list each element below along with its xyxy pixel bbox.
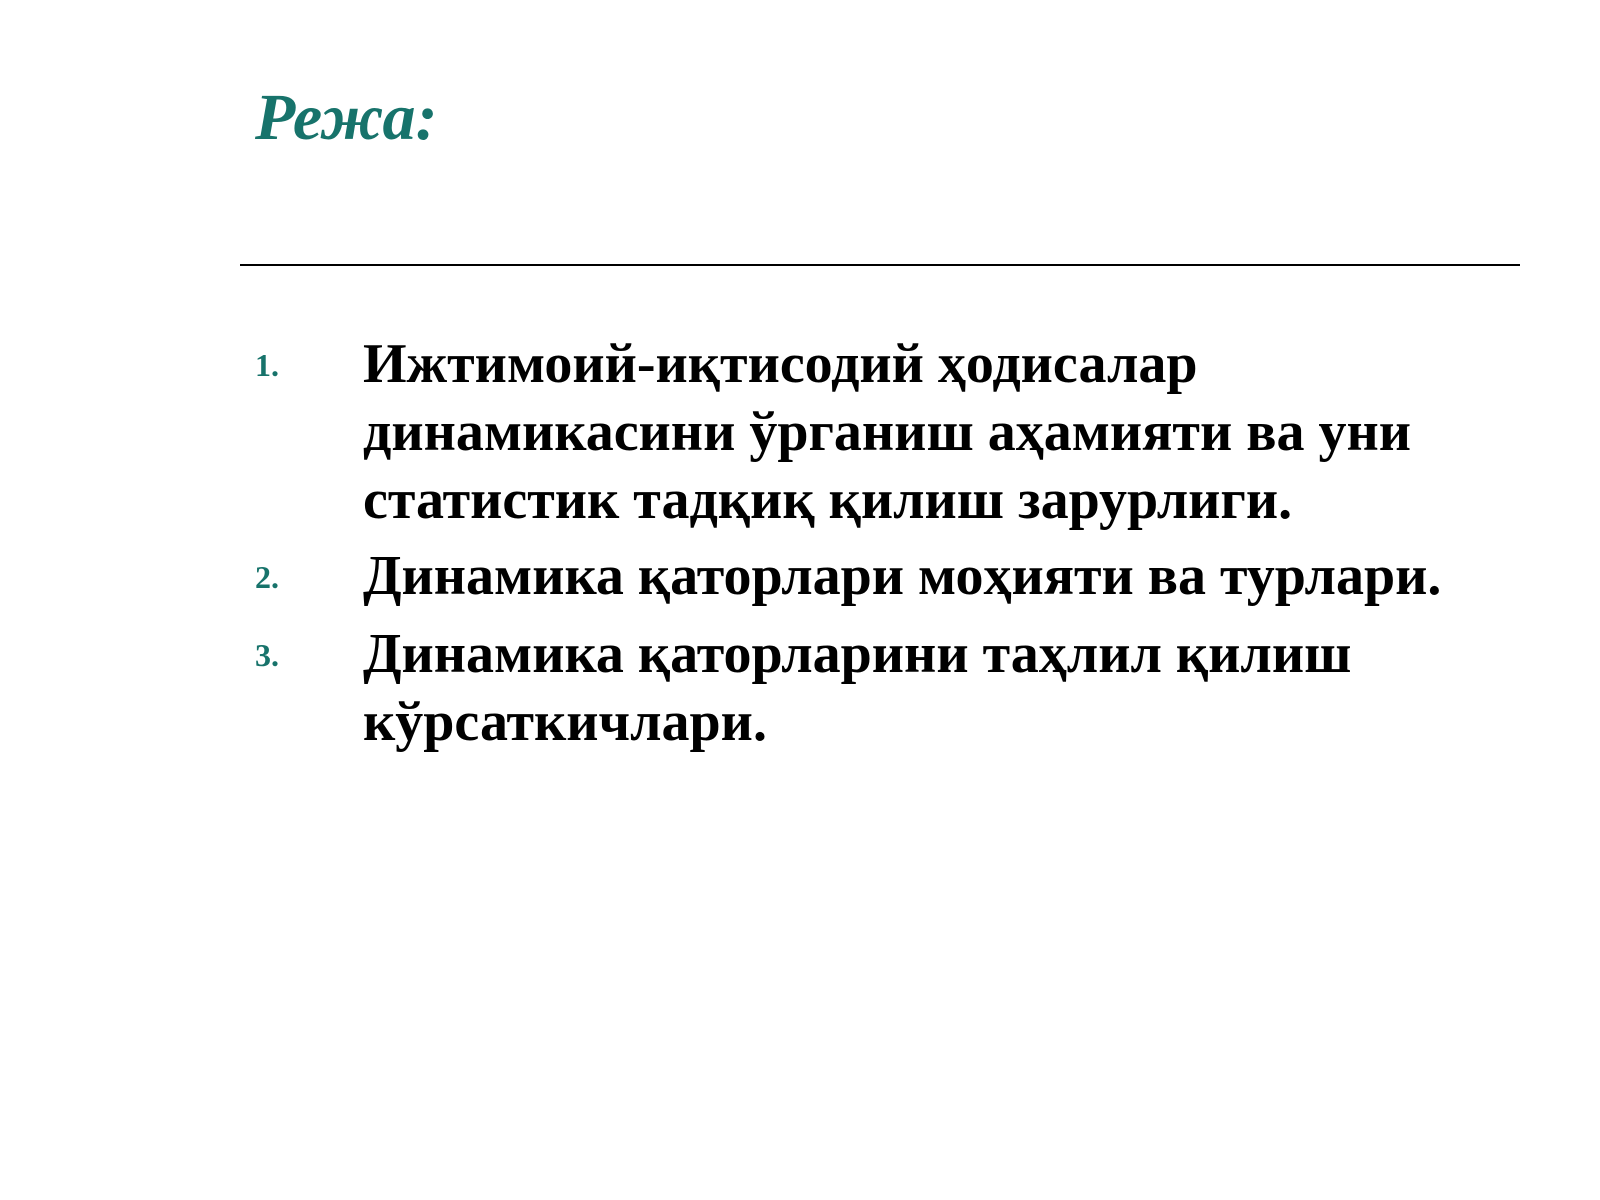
item-number: 3. [255,637,279,673]
item-number: 1. [255,347,279,383]
slide-title: Режа: [255,81,438,154]
plan-item-1 [255,330,1455,534]
item-number: 2. [255,559,279,595]
plan-item-3 [255,620,1455,756]
plan-item-2 [255,542,1455,612]
title-divider [240,264,1520,266]
item-text: Ижтимоий-иқтисодий ҳодисалар динамикасини ўрганиш аҳамияти ва уни статистик тадқиқ қилиш зарурлиги. [363,333,1411,531]
plan-list [255,330,1455,764]
item-text: Динамика қаторлари моҳияти ва турлари. [363,545,1442,607]
item-text: Динамика қаторларини таҳлил қилиш кўрсаткичлари. [363,623,1352,753]
